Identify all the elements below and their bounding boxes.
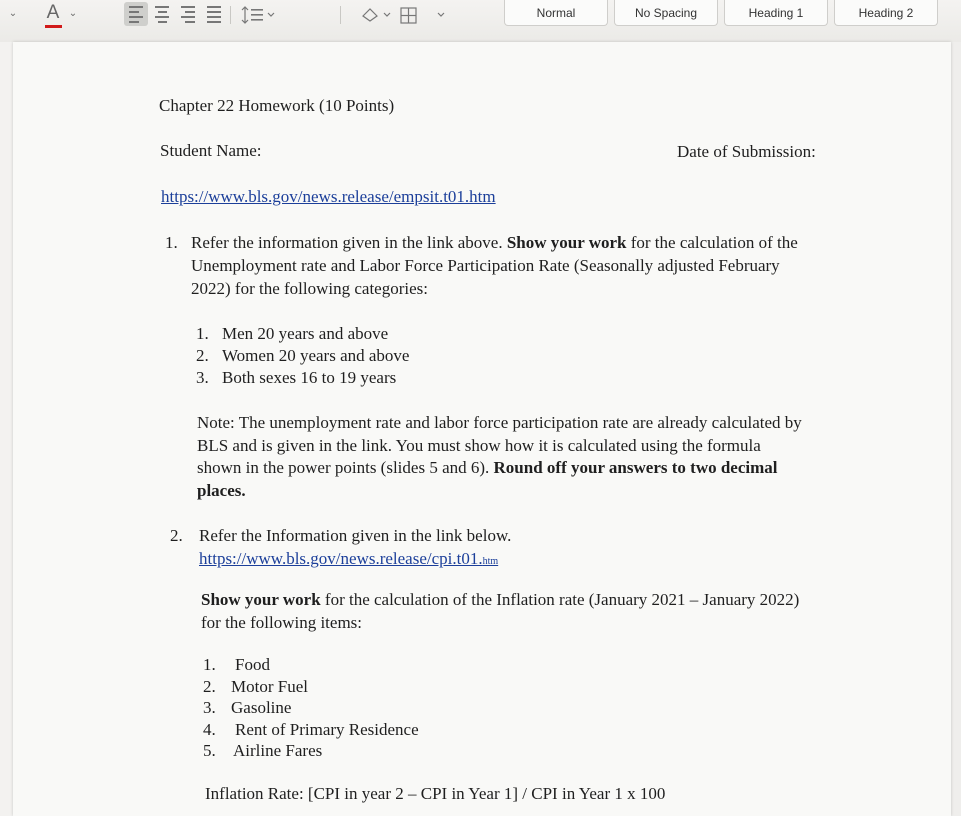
q2-item-number: 3. <box>203 698 216 717</box>
q1-note-line-2: BLS and is given in the link. You must show how it is calculated using the formula <box>197 436 761 455</box>
align-left-button[interactable] <box>124 2 148 26</box>
q1-note-text: shown in the power points (slides 5 and 6). <box>197 458 494 477</box>
cpi-link-extension: htm <box>482 556 499 567</box>
q1-item: Men 20 years and above <box>222 324 389 343</box>
q2-show-line-2: for the following items: <box>201 613 363 632</box>
font-color-swatch <box>45 25 62 28</box>
q1-note-line-4: places. <box>197 481 246 500</box>
right-gutter <box>951 42 961 816</box>
q1-item-number: 2. <box>196 346 209 365</box>
q2-item-number: 2. <box>203 677 216 696</box>
borders-button[interactable] <box>398 4 450 26</box>
cpi-link[interactable] <box>199 548 498 573</box>
align-left-icon <box>129 6 143 23</box>
student-name-label: Student Name: <box>160 141 262 160</box>
q1-line-2: Unemployment rate and Labor Force Participation Rate (Seasonally adjusted February <box>191 256 780 275</box>
style-heading-1[interactable]: Heading 1 <box>724 0 828 26</box>
q2-number: 2. <box>170 526 183 545</box>
style-heading-2[interactable]: Heading 2 <box>834 0 938 26</box>
cpi-link-text: https://www.bls.gov/news.release/cpi.t01. <box>199 549 483 568</box>
q1-item: Women 20 years and above <box>222 346 410 365</box>
document-title: Chapter 22 Homework (10 Points) <box>159 96 395 115</box>
q1-note-round-off: Round off your answers to two decimal <box>493 458 778 477</box>
q2-item: Gasoline <box>231 698 292 717</box>
q2-show-text: for the calculation of the Inflation rate (January 2021 – January 2022) <box>320 590 800 609</box>
justify-icon <box>207 6 221 23</box>
shading-button[interactable] <box>360 4 396 26</box>
q1-note-line-1: Note: The unemployment rate and labor force participation rate are already calculated by <box>197 413 802 432</box>
chevron-down-icon[interactable]: ⌄ <box>8 7 18 19</box>
q2-item-number: 1. <box>203 655 216 674</box>
q1-number: 1. <box>165 233 178 252</box>
borders-icon <box>398 5 450 25</box>
document-body <box>13 42 951 816</box>
align-right-icon <box>181 6 195 23</box>
inflation-formula: Inflation Rate: [CPI in year 2 – CPI in Year 1] / CPI in Year 1 x 100 <box>205 784 666 803</box>
q1-line-1 <box>191 232 798 254</box>
font-color-dropdown-icon[interactable]: ⌄ <box>68 7 78 19</box>
font-color-icon: A <box>46 2 60 23</box>
q2-item-number: 4. <box>203 720 216 739</box>
q2-item: Rent of Primary Residence <box>235 720 419 739</box>
align-right-button[interactable] <box>176 2 200 26</box>
q1-item-number: 3. <box>196 368 209 387</box>
shading-icon <box>360 5 396 25</box>
q1-item-number: 1. <box>196 324 209 343</box>
ribbon-toolbar <box>0 0 961 43</box>
line-spacing-icon <box>238 5 278 25</box>
left-gutter <box>0 42 13 816</box>
q1-text: for the calculation of the <box>626 233 798 252</box>
q1-line-3: 2022) for the following categories: <box>191 279 428 298</box>
q2-line-1: Refer the Information given in the link below. <box>199 526 512 545</box>
q2-show-your-work: Show your work <box>201 590 321 609</box>
ribbon-separator <box>230 6 231 24</box>
q2-item: Airline Fares <box>233 741 323 760</box>
paragraph-alignment-group <box>124 2 226 28</box>
q1-text: Refer the information given in the link above. <box>191 233 507 252</box>
date-of-submission-label: Date of Submission: <box>677 142 816 161</box>
q2-item: Food <box>235 655 270 674</box>
q1-show-your-work: Show your work <box>506 233 627 252</box>
q1-note-line-3 <box>197 457 778 479</box>
q2-item: Motor Fuel <box>231 677 308 696</box>
q2-item-number: 5. <box>203 741 216 760</box>
align-center-icon <box>155 6 169 23</box>
document-page[interactable] <box>13 42 951 816</box>
line-spacing-button[interactable] <box>238 4 278 26</box>
font-color-button[interactable] <box>42 3 64 27</box>
ribbon-separator <box>340 6 341 24</box>
styles-gallery <box>500 0 961 30</box>
q1-item: Both sexes 16 to 19 years <box>222 368 397 387</box>
empsit-link[interactable]: https://www.bls.gov/news.release/empsit.t01.htm <box>161 187 496 206</box>
style-no-spacing[interactable]: No Spacing <box>614 0 718 26</box>
justify-button[interactable] <box>202 2 226 26</box>
align-center-button[interactable] <box>150 2 174 26</box>
style-normal[interactable]: Normal <box>504 0 608 26</box>
q2-show-line-1 <box>201 589 799 611</box>
